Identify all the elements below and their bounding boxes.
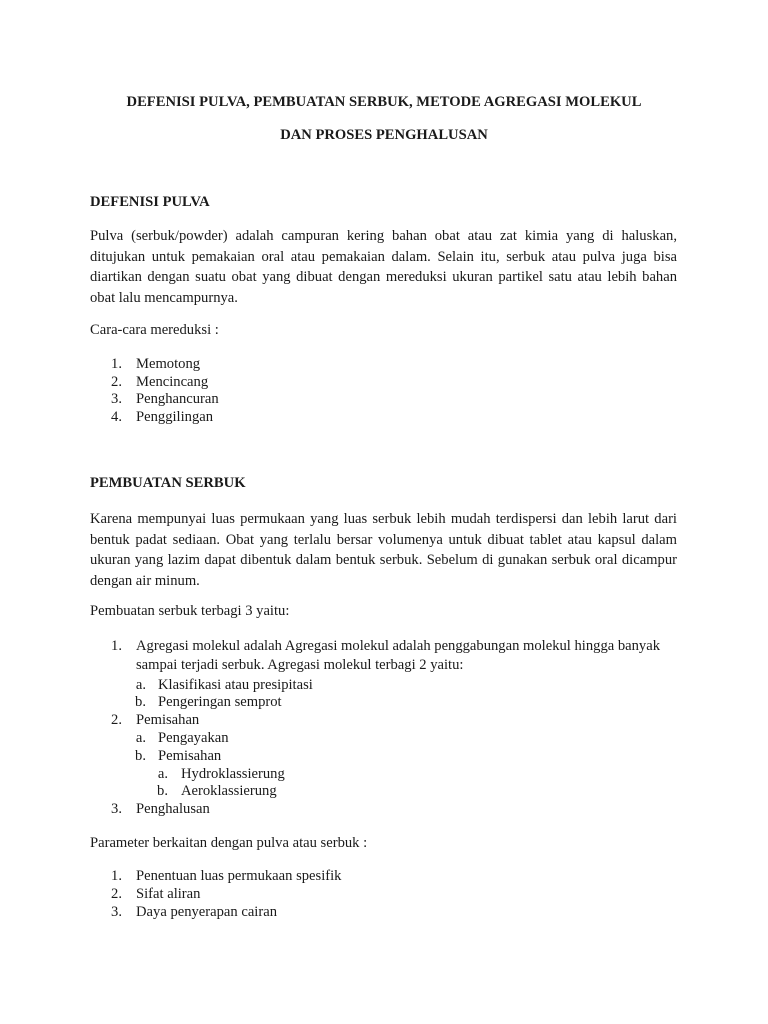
subsublist-item: Hydroklassierung xyxy=(181,766,285,782)
subsublist-item-letter: b. xyxy=(157,783,168,799)
list-item-number: 1. xyxy=(111,868,122,884)
list-item-number: 3. xyxy=(111,801,122,817)
list-item-number: 3. xyxy=(111,391,122,407)
subsublist-item: Aeroklassierung xyxy=(181,783,277,799)
list-item-number: 2. xyxy=(111,886,122,902)
list-item: Mencincang xyxy=(136,374,209,390)
sublist-item-letter: b. xyxy=(135,748,146,764)
parameters-lead: Parameter berkaitan dengan pulva atau serbuk : xyxy=(90,835,368,851)
list-item: Daya penyerapan cairan xyxy=(136,904,277,920)
sublist-item-letter: a. xyxy=(135,730,146,746)
list-item: Sifat aliran xyxy=(136,886,201,902)
document-title-line2: DAN PROSES PENGHALUSAN xyxy=(280,127,488,143)
section1-paragraph: Pulva (serbuk/powder) adalah campuran kering bahan obat atau zat kimia yang di haluskan, ditujukan untuk pemakaian oral atau pemakaian dalam. Selain itu, serbuk atau pulva juga bisa diartikan dengan suatu obat yang dibuat dengan mereduksi ukuran partikel satu atau lebih bahan obat lalu mencampurnya. xyxy=(90,228,677,306)
section2-paragraph: Karena mempunyai luas permukaan yang luas serbuk lebih mudah terdispersi dan lebih larut dari bentuk padat sediaan. Obat yang terlalu bersar volumenya untuk dibuat tablet atau kapsul dalam ukuran yang lazim dapat dibentuk dalam bentuk serbuk. Sebelum di gunakan serbuk oral dicampur dengan air minum. xyxy=(90,511,677,589)
list-item: Penggilingan xyxy=(136,409,214,425)
section1-lead: Cara-cara mereduksi : xyxy=(90,322,219,338)
sublist-item: Pemisahan xyxy=(158,748,222,764)
sublist-item: Klasifikasi atau presipitasi xyxy=(158,677,313,693)
section-heading-pembuatan-serbuk: PEMBUATAN SERBUK xyxy=(90,475,246,491)
list-item: Penentuan luas permukaan spesifik xyxy=(136,868,342,884)
document-title-line1: DEFENISI PULVA, PEMBUATAN SERBUK, METODE AGREGASI MOLEKUL xyxy=(126,94,642,110)
subsublist-item-letter: a. xyxy=(157,766,168,782)
section2-lead: Pembuatan serbuk terbagi 3 yaitu: xyxy=(90,603,290,619)
list-item-number: 2. xyxy=(111,374,122,390)
list-item-number: 2. xyxy=(111,712,122,728)
list-item-number: 3. xyxy=(111,904,122,920)
list-item-continuation: sampai terjadi serbuk. Agregasi molekul terbagi 2 yaitu: xyxy=(136,657,464,673)
sublist-item: Pengeringan semprot xyxy=(158,694,282,710)
section-heading-defenisi-pulva: DEFENISI PULVA xyxy=(90,194,210,210)
list-item: Agregasi molekul adalah Agregasi molekul adalah penggabungan molekul hingga banyak xyxy=(136,638,661,654)
list-item-number: 1. xyxy=(111,356,122,372)
list-item: Memotong xyxy=(136,356,201,372)
list-item: Penghancuran xyxy=(136,391,219,407)
list-item: Pemisahan xyxy=(136,712,200,728)
list-item-number: 4. xyxy=(111,409,122,425)
list-item-number: 1. xyxy=(111,638,122,654)
sublist-item: Pengayakan xyxy=(158,730,229,746)
sublist-item-letter: b. xyxy=(135,694,146,710)
sublist-item-letter: a. xyxy=(135,677,146,693)
list-item: Penghalusan xyxy=(136,801,210,817)
